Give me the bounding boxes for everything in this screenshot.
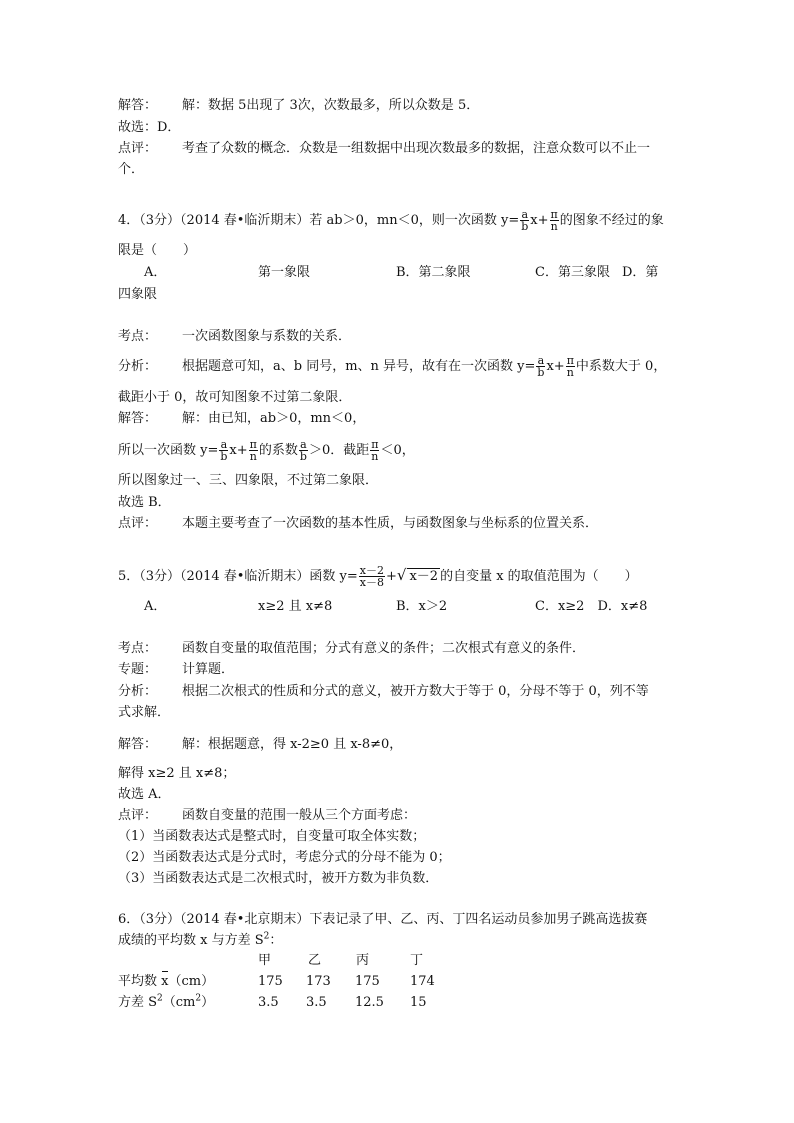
prev-comment [118, 141, 650, 157]
prev-answer-line [118, 98, 479, 114]
q5-point-2: （2）当函数表达式是分式时，考虑分式的分母不能为 0； [118, 850, 451, 865]
zhuanti-text: 计算题． [182, 662, 235, 677]
table-cell: 174 [410, 974, 435, 989]
x-plus: x+ [546, 359, 565, 374]
fraction-a-over-b [219, 439, 228, 462]
q4-kaodian [118, 329, 351, 345]
x-plus: x+ [530, 213, 549, 228]
q5-kaodian [118, 641, 585, 657]
q4-option-b: B．第二象限 [396, 265, 471, 280]
q4-option-c: C．第三象限 [535, 265, 610, 280]
x-bar: x [161, 974, 169, 989]
q6-stem-post: ： [269, 933, 283, 948]
q4-so-line [118, 439, 415, 462]
frac-num: a [300, 438, 307, 451]
kaodian-text: 一次函数图象与系数的关系． [182, 329, 352, 344]
row-label-post: ） [201, 995, 215, 1010]
answer-text: 解：数据 5出现了 3次，次数最多，所以众数是 5． [182, 98, 480, 113]
q4-option-a-text: 第一象限 [258, 265, 311, 280]
q4-option-d: D．第 [622, 265, 659, 280]
table-cell: 3.5 [258, 995, 279, 1010]
answer-label: 解答： [118, 98, 158, 113]
x-plus: x+ [229, 443, 248, 458]
row-label-pre: 平均数 [118, 974, 162, 989]
q6-stem: 6．（3分）（2014 春•北京期末）下表记录了甲、乙、丙、丁四名运动员参加男子跳高选拔赛 [118, 912, 648, 927]
fraction-pi-over-n [566, 355, 575, 378]
frac-den: b [220, 450, 228, 463]
sqrt-icon: √ [396, 566, 407, 584]
q5-option-a-text: x≥2 且 x≠8 [258, 599, 333, 614]
comment-label: 点评： [118, 516, 158, 531]
frac-den: n [249, 450, 257, 463]
frac-den: n [371, 450, 379, 463]
fenxi-label: 分析： [118, 359, 158, 374]
so-pre: 所以一次函数 y= [118, 443, 219, 458]
superscript: 2 [157, 993, 163, 1004]
frac-num: a [537, 354, 545, 367]
q5-jieda-line2: 解得 x≥2 且 x≠8； [118, 766, 236, 781]
frac-num: π [249, 438, 257, 451]
table-cell: 3.5 [306, 995, 327, 1010]
kaodian-text: 函数自变量的取值范围；分式有意义的条件；二次根式有意义的条件． [182, 641, 586, 656]
q4-fenxi-line2: 截距小于 0，故可知图象不过第二象限． [118, 390, 352, 405]
table-cell: 173 [306, 974, 331, 989]
comment-text: 函数自变量的范围一般从三个方面考虑： [182, 808, 417, 823]
q4-stem [118, 209, 664, 232]
frac-num: π [371, 438, 379, 451]
q5-point-3: （3）当函数表达式是二次根式时，被开方数为非负数． [118, 871, 439, 886]
row-label-mid: （cm [162, 995, 196, 1010]
q5-option-cd: C．x≥2 D．x≠8 [535, 599, 648, 614]
fraction-pi-over-n [370, 439, 379, 462]
fraction-pi-over-n [550, 209, 559, 232]
fraction-pi-over-n [249, 439, 258, 462]
frac-den: n [550, 220, 558, 233]
superscript: 2 [195, 993, 202, 1004]
q5-point-1: （1）当函数表达式是整式时，自变量可取全体实数； [118, 829, 426, 844]
table-cell: 15 [410, 995, 427, 1010]
fenxi-pre: 根据题意可知，a、b 同号，m、n 异号，故有在一次函数 y= [182, 359, 536, 374]
q5-fenxi-line2: 式求解． [118, 705, 171, 720]
q4-stem-post: 的图象不经过的象 [559, 213, 664, 228]
q4-option-a-label: A． [144, 265, 167, 280]
sqrt-body: x－2 [409, 569, 439, 584]
kaodian-label: 考点： [118, 641, 158, 656]
q4-choice: 故选 B． [118, 495, 171, 510]
frac-den: b [537, 366, 545, 379]
comment-text: 本题主要考查了一次函数的基本性质，与函数图象与坐标系的位置关系． [182, 516, 599, 531]
fraction-a-over-b [520, 209, 529, 232]
frac-num: π [566, 354, 574, 367]
row-label-pre: 方差 S [118, 995, 158, 1010]
so-mid: 的系数 [258, 443, 298, 458]
table-header-jia: 甲 [258, 953, 272, 968]
table-row-label-variance [118, 995, 214, 1011]
comment-label: 点评： [118, 141, 158, 156]
comment-label: 点评： [118, 808, 158, 823]
fenxi-text: 根据二次根式的性质和分式的意义，被开方数大于等于 0，分母不等于 0，列不等 [182, 684, 649, 699]
q5-option-a-label: A． [144, 599, 167, 614]
table-cell: 12.5 [355, 995, 384, 1010]
frac-num: x－2 [359, 564, 384, 577]
kaodian-label: 考点： [118, 329, 158, 344]
q5-jieda [118, 737, 402, 753]
q4-option-d-cont: 四象限 [118, 287, 158, 302]
q5-choice: 故选 A． [118, 787, 171, 802]
q4-stem-line2: 限是（ ） [118, 243, 197, 258]
jieda-text: 解：根据题意，得 x-2≥0 且 x-8≠0， [182, 737, 403, 752]
frac-num: π [550, 208, 558, 221]
q5-option-b: B．x＞2 [396, 599, 448, 614]
plus-sign: + [386, 569, 397, 584]
q4-so-line2: 所以图象过一、三、四象限，不过第二象限． [118, 473, 379, 488]
table-cell: 175 [355, 974, 380, 989]
prev-choice: 故选：D． [118, 120, 181, 135]
row-label-post: （cm） [168, 974, 215, 989]
fenxi-label: 分析： [118, 684, 158, 699]
q5-stem-pre: 5．（3分）（2014 春•临沂期末）函数 y= [118, 569, 358, 584]
so-post: ＜0， [380, 443, 415, 458]
q6-stem-line2 [118, 933, 282, 949]
so-mid2: ＞0．截距 [308, 443, 370, 458]
q4-stem-pre: 4．（3分）（2014 春•临沂期末）若 ab＞0，mn＜0，则一次函数 y= [118, 213, 520, 228]
jieda-label: 解答： [118, 411, 158, 426]
prev-comment-cont: 个． [118, 162, 145, 177]
q5-zhuanti [118, 662, 234, 678]
frac-num: a [220, 438, 228, 451]
q5-fenxi [118, 684, 649, 700]
q4-comment [118, 516, 598, 532]
table-row-label-mean [118, 974, 214, 990]
q4-jieda [118, 411, 365, 427]
table-cell: 175 [258, 974, 283, 989]
frac-den: n [566, 366, 574, 379]
frac-den: b [521, 220, 529, 233]
comment-text: 考查了众数的概念．众数是一组数据中出现次数最多的数据，注意众数可以不止一 [182, 141, 651, 156]
frac-den: x－8 [359, 576, 384, 589]
q5-stem-post: 的自变量 x 的取值范围为（ ） [440, 569, 638, 584]
q5-stem [118, 565, 638, 588]
superscript: 2 [263, 931, 270, 942]
table-header-yi: 乙 [308, 953, 322, 968]
jieda-text: 解：由已知，ab＞0，mn＜0， [182, 411, 366, 426]
frac-den: b [299, 450, 307, 463]
fraction-x2-over-x8 [359, 565, 385, 588]
table-header-bing: 丙 [356, 953, 370, 968]
q4-fenxi [118, 355, 666, 378]
zhuanti-label: 专题： [118, 662, 158, 677]
fraction-a-over-b [536, 355, 545, 378]
fenxi-post: 中系数大于 0， [575, 359, 667, 374]
table-header-ding: 丁 [410, 953, 424, 968]
frac-num: a [521, 208, 529, 221]
q5-comment [118, 808, 416, 824]
fraction-a-over-b [299, 439, 308, 462]
jieda-label: 解答： [118, 737, 158, 752]
q6-stem-pre: 成绩的平均数 x 与方差 S [118, 933, 264, 948]
